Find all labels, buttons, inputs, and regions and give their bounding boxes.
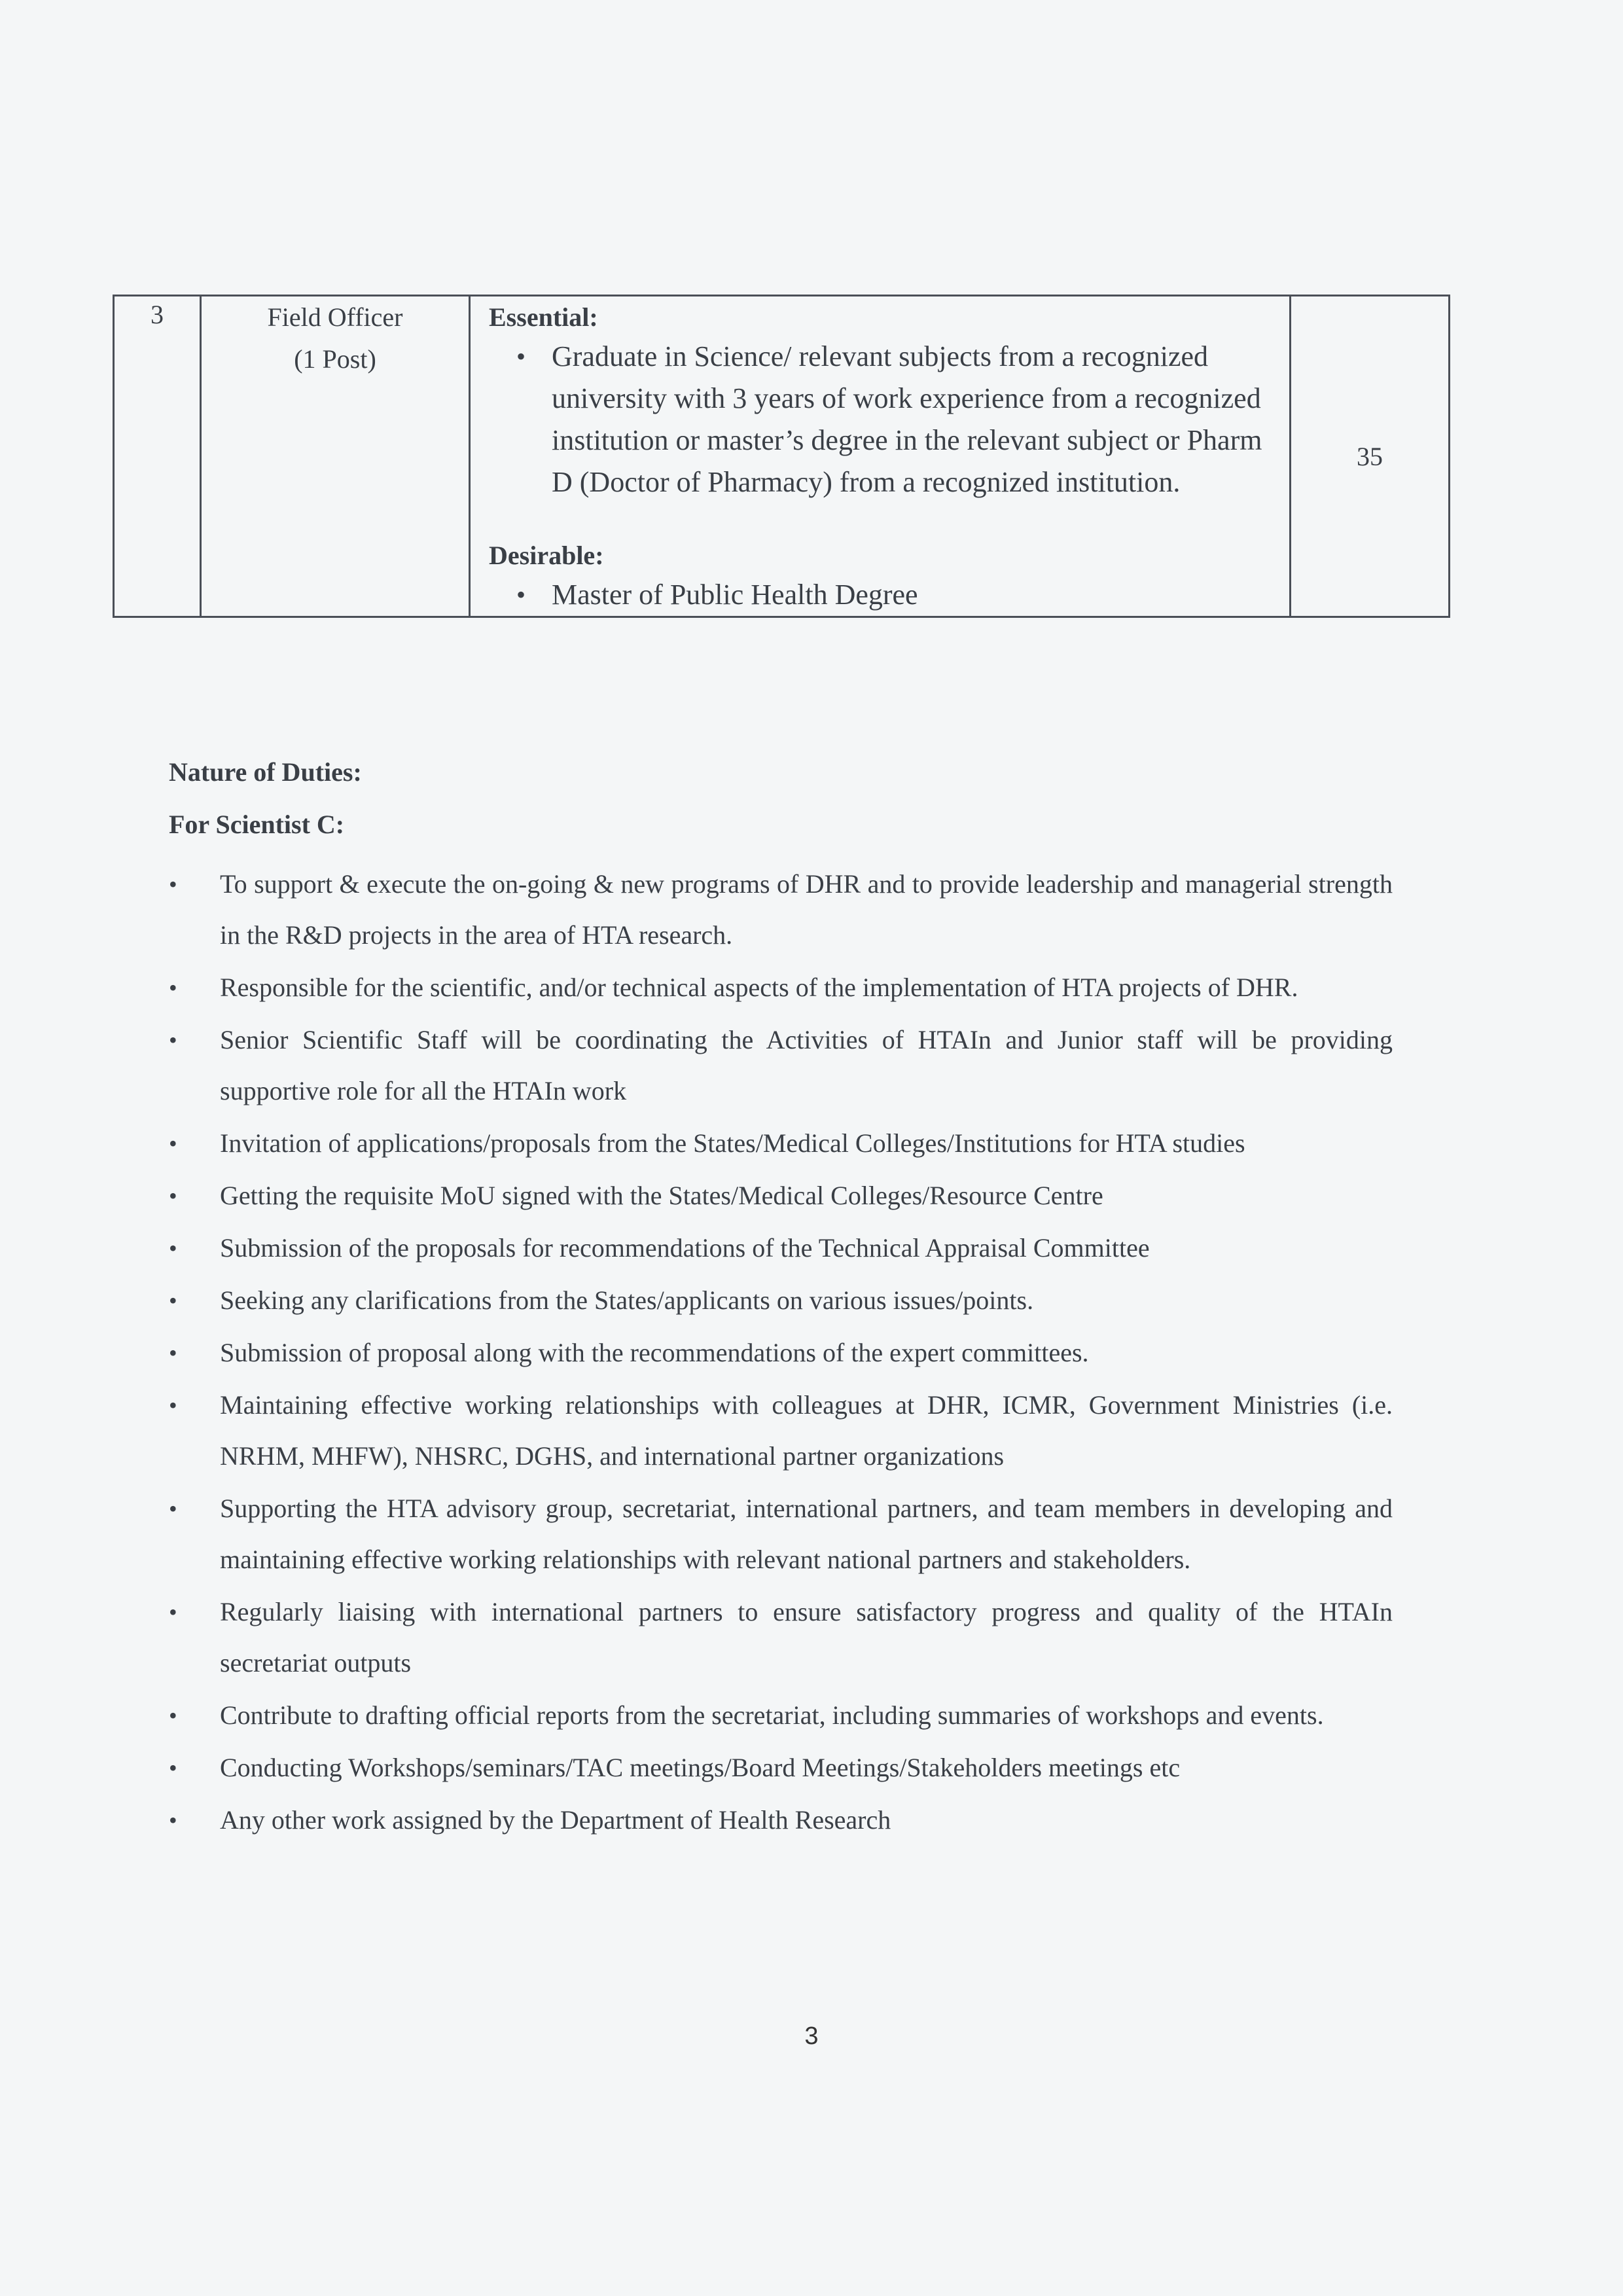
list-item: • Graduate in Science/ relevant subjects from a recognized university with 3 years of work experience from a recognized institution or master’s degree in the relevant subject or Pharm D (Doctor of Pharmacy) from a recognized institution. [489, 336, 1276, 503]
duties-list [220, 859, 1393, 1846]
list-item: • Submission of proposal along with the recommendations of the expert committees. [169, 1327, 1393, 1378]
qualification-cell [470, 296, 1291, 617]
list-item: • Maintaining effective working relationships with colleagues at DHR, ICMR, Government Ministries (i.e. NRHM, MHFW), NHSRC, DGHS, and international partner organizations [169, 1380, 1393, 1482]
duties-heading: Nature of Duties: [169, 757, 362, 787]
list-item: • Master of Public Health Degree [489, 574, 1276, 616]
list-item: • Invitation of applications/proposals from the States/Medical Colleges/Institutions for HTA studies [169, 1118, 1393, 1169]
list-item: • Supporting the HTA advisory group, secretariat, international partners, and team members in developing and maintaining effective working relationships with relevant national partners and stakeholders. [169, 1483, 1393, 1585]
posts-table [113, 295, 1450, 618]
serial-number-cell: 3 [114, 296, 201, 617]
list-item: • Regularly liaising with international partners to ensure satisfactory progress and quality of the HTAIn secretariat outputs [169, 1587, 1393, 1689]
table-row [114, 296, 1450, 617]
desirable-list [489, 574, 1276, 616]
list-item: • Any other work assigned by the Department of Health Research [169, 1795, 1393, 1846]
desirable-heading: Desirable: [489, 541, 604, 570]
list-item: • Contribute to drafting official reports from the secretariat, including summaries of workshops and events. [169, 1690, 1393, 1741]
list-item: • Conducting Workshops/seminars/TAC meetings/Board Meetings/Stakeholders meetings etc [169, 1742, 1393, 1793]
essential-heading: Essential: [489, 302, 598, 332]
list-item: • Seeking any clarifications from the States/applicants on various issues/points. [169, 1275, 1393, 1326]
list-item: • Submission of the proposals for recommendations of the Technical Appraisal Committee [169, 1223, 1393, 1274]
duties-section [169, 754, 1393, 1847]
post-name-cell [201, 296, 470, 617]
post-count: (1 Post) [294, 344, 376, 374]
age-limit-cell: 35 [1291, 296, 1450, 617]
page-number: 3 [804, 2022, 819, 2050]
post-name: Field Officer [267, 302, 403, 332]
list-item: • Senior Scientific Staff will be coordinating the Activities of HTAIn and Junior staff will be providing supportive role for all the HTAIn work [169, 1014, 1393, 1117]
essential-list [489, 336, 1276, 503]
duties-subheading: For Scientist C: [169, 810, 345, 839]
list-item: • Responsible for the scientific, and/or technical aspects of the implementation of HTA projects of DHR. [169, 962, 1393, 1013]
list-item: • Getting the requisite MoU signed with the States/Medical Colleges/Resource Centre [169, 1170, 1393, 1221]
list-item: • To support & execute the on-going & new programs of DHR and to provide leadership and managerial strength in the R&D projects in the area of HTA research. [169, 859, 1393, 961]
